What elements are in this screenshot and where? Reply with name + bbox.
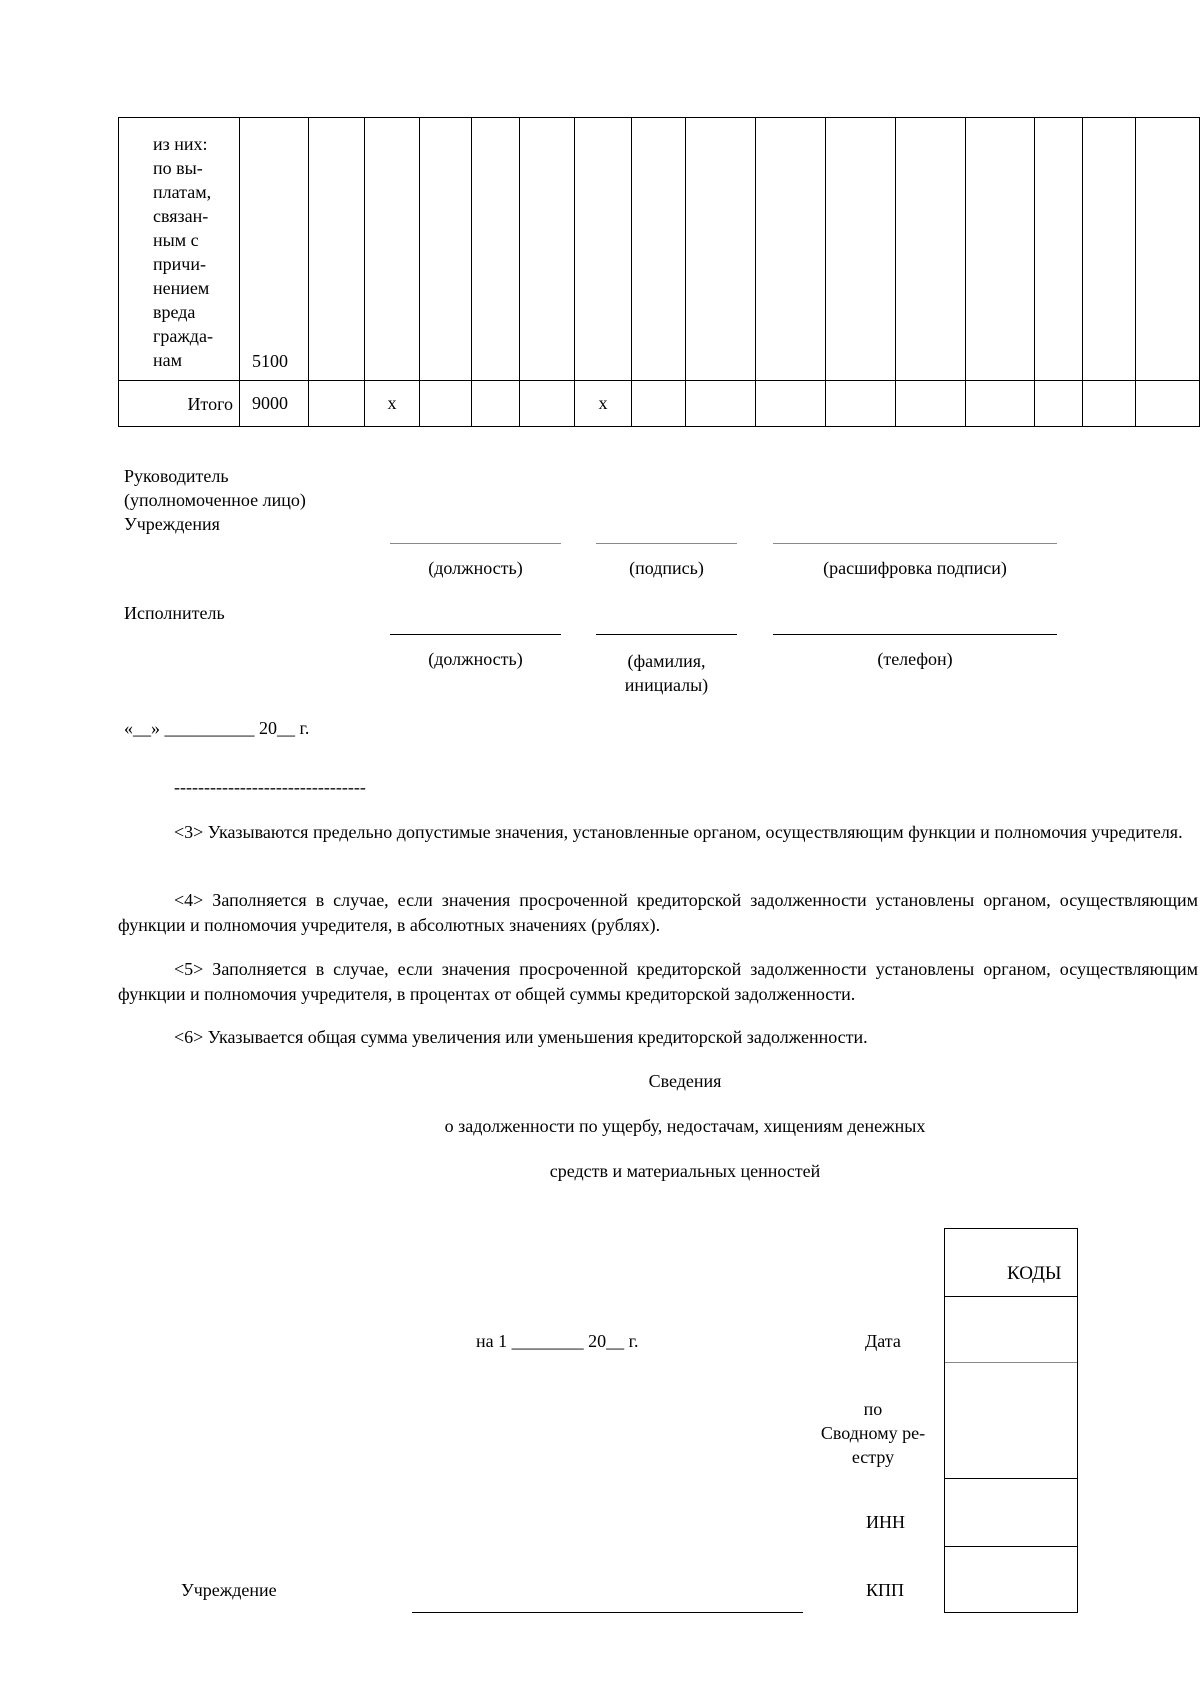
date-line: «__» __________ 20__ г. [124,718,310,738]
footnote-5: <5> Заполняется в случае, если значения просроченной кредиторской задолженности установлены органом, осуществляющим функции и полномочия учредителя, в процентах от общей суммы кредиторской задолженности. [118,959,1198,1004]
caption-name: (фамилия, инициалы) [624,651,709,695]
footnote-separator: -------------------------------- [174,777,366,797]
codes-divider [945,1362,1077,1363]
codes-divider [945,1296,1077,1297]
head-label: Руководитель (уполномоченное лицо) Учреждения [124,466,306,534]
form-subtitle: о задолженности по ущербу, недостачам, хищениям денежных [444,1116,926,1136]
footnote-6: <6> Указывается общая сумма увеличения или уменьшения кредиторской задолженности. [174,1027,868,1047]
na-mark: x [365,381,420,427]
form-title: Сведения [648,1071,722,1091]
footnote-3: <3> Указываются предельно допустимые значения, установленные органом, осуществляющим функции и полномочия учредителя. [174,822,1183,842]
data-table [118,117,1200,427]
codes-divider [945,1478,1077,1479]
row-code: 9000 [240,381,309,427]
caption-phone: (телефон) [877,649,953,669]
codes-divider [945,1546,1077,1547]
caption-position: (должность) [428,649,523,669]
caption-signature-decoding: (расшифровка подписи) [823,558,1007,578]
report-date-field: на 1 ________ 20__ г. [476,1331,639,1351]
caption-signature: (подпись) [629,558,704,578]
codes-header: КОДЫ [1007,1263,1062,1284]
label-date: Дата [865,1331,901,1351]
executor-label: Исполнитель [124,603,225,623]
signature-line [390,634,561,635]
footnote-4: <4> Заполняется в случае, если значения просроченной кредиторской задолженности установлены органом, осуществляющим функции и полномочия учредителя, в абсолютных значениях (рублях). [118,890,1198,935]
row-code: 5100 [240,118,309,381]
label-kpp: КПП [866,1580,905,1600]
label-registry: по Сводному ре- естру [820,1399,926,1467]
form-subtitle: средств и материальных ценностей [549,1161,821,1181]
label-inn: ИНН [866,1512,905,1532]
table-row [119,118,1200,381]
caption-position: (должность) [428,558,523,578]
row-label-harm: из них: по вы- платам, связан- ным с причи- нением вреда гражда- нам [119,118,240,381]
row-label-total: Итого [119,381,240,427]
signature-line [773,543,1057,544]
na-mark: x [575,381,632,427]
signature-line [596,634,737,635]
signature-line [773,634,1057,635]
institution-label: Учреждение [181,1580,277,1600]
table-row [119,381,1200,427]
signature-line [390,543,561,544]
signature-line [596,543,737,544]
codes-box [944,1228,1078,1613]
institution-line [412,1612,803,1613]
